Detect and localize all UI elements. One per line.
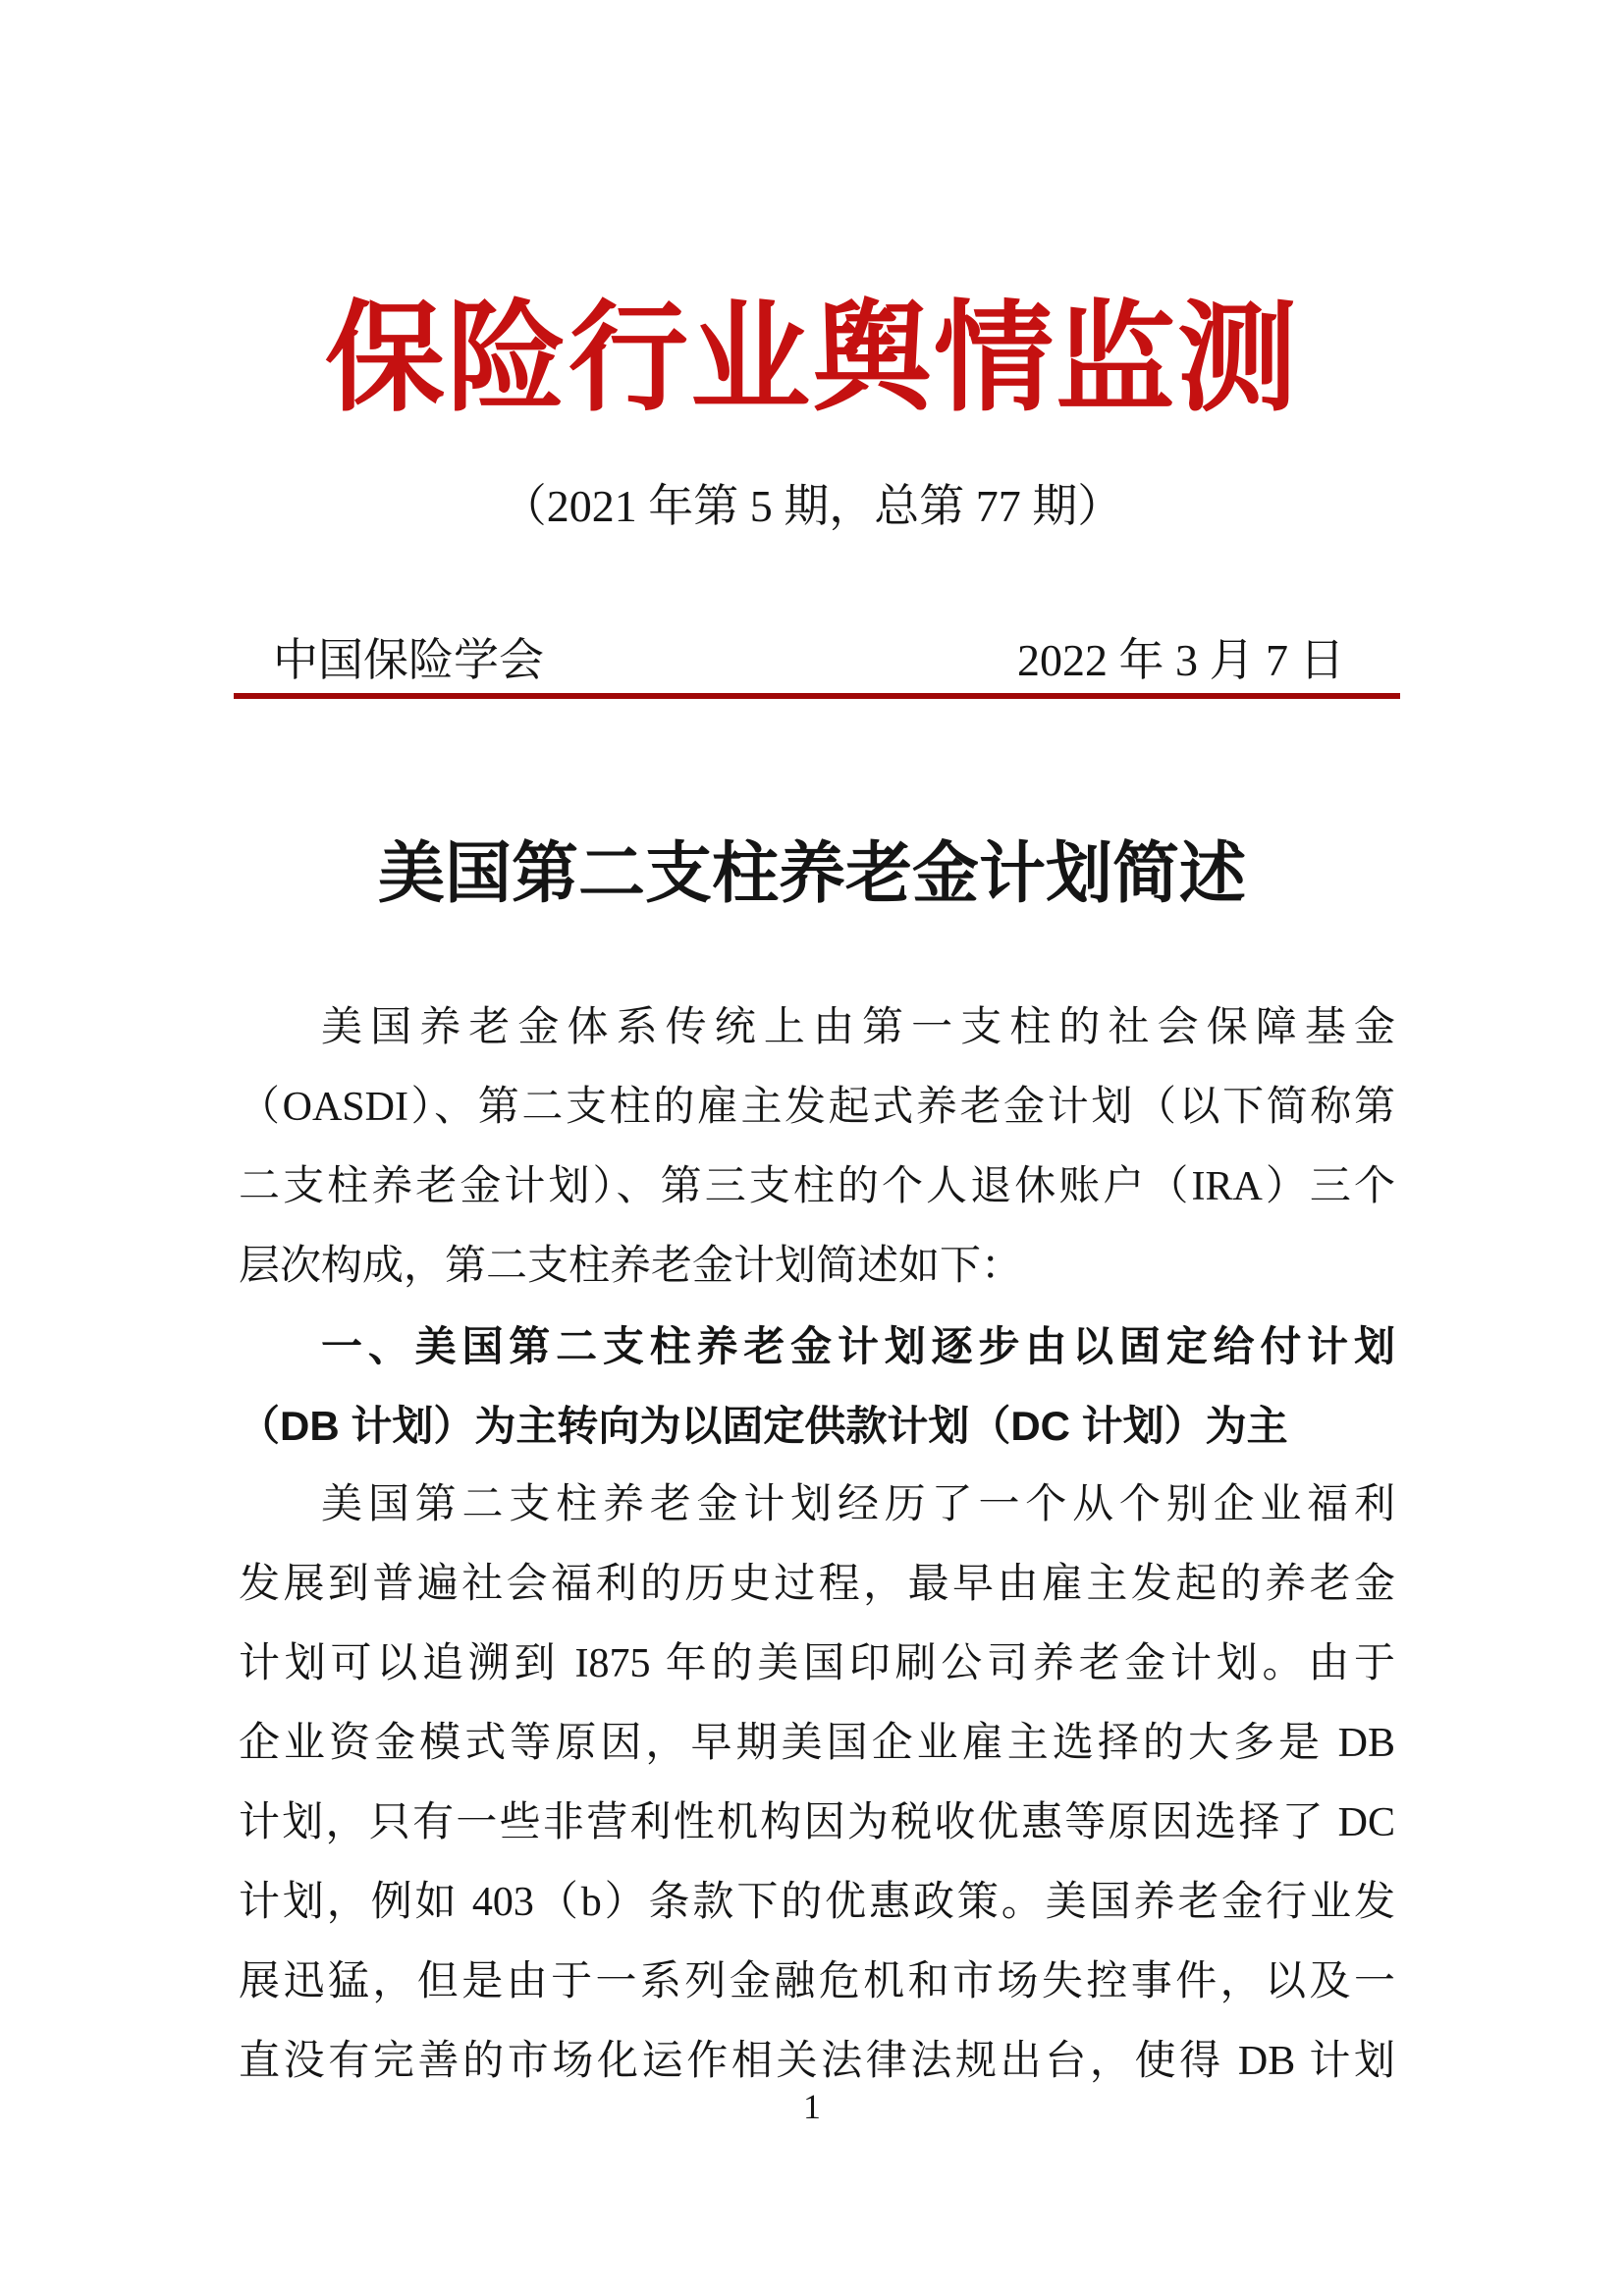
text-line: 直没有完善的市场化运作相关法律法规出台，使得 DB 计划 <box>239 2039 1395 2084</box>
text-line: 层次构成，第二支柱养老金计划简述如下： <box>239 1244 1023 1289</box>
masthead-title: 保险行业舆情监测 <box>325 294 1299 426</box>
organization-name: 中国保险学会 <box>273 635 544 685</box>
body-paragraph <box>239 988 1395 1307</box>
text-line: 美国养老金体系传统上由第一支柱的社会保障基金 <box>321 1005 1395 1050</box>
masthead-rule <box>234 693 1400 699</box>
text-line: 发展到普遍社会福利的历史过程，最早由雇主发起的养老金 <box>239 1562 1395 1607</box>
body-paragraph <box>239 1466 1395 2102</box>
text-line: 一、美国第二支柱养老金计划逐步由以固定给付计划 <box>321 1323 1395 1369</box>
article-title: 美国第二支柱养老金计划简述 <box>377 836 1246 911</box>
section-heading <box>239 1307 1395 1466</box>
page-number: 1 <box>803 2087 821 2126</box>
publication-date: 2022 年 3 月 7 日 <box>1017 635 1345 685</box>
article-body <box>239 988 1395 2102</box>
text-line: （OASDI）、第二支柱的雇主发起式养老金计划（以下简称第 <box>239 1085 1395 1130</box>
issue-number-line: （2021 年第 5 期，总第 77 期） <box>501 481 1123 531</box>
text-line: 计划，只有一些非营利性机构因为税收优惠等原因选择了 DC <box>239 1800 1395 1845</box>
text-line: 计划可以追溯到 I875 年的美国印刷公司养老金计划。由于 <box>239 1641 1395 1686</box>
text-line: 企业资金模式等原因，早期美国企业雇主选择的大多是 DB <box>239 1721 1395 1766</box>
text-line: 计划，例如 403（b）条款下的优惠政策。美国养老金行业发 <box>239 1880 1395 1925</box>
text-line: （DB 计划）为主转向为以固定供款计划（DC 计划）为主 <box>239 1403 1288 1449</box>
text-line: 展迅猛，但是由于一系列金融危机和市场失控事件，以及一 <box>239 1959 1395 2004</box>
text-line: 二支柱养老金计划）、第三支柱的个人退休账户（IRA）三个 <box>239 1164 1395 1209</box>
text-line: 美国第二支柱养老金计划经历了一个从个别企业福利 <box>321 1482 1395 1527</box>
